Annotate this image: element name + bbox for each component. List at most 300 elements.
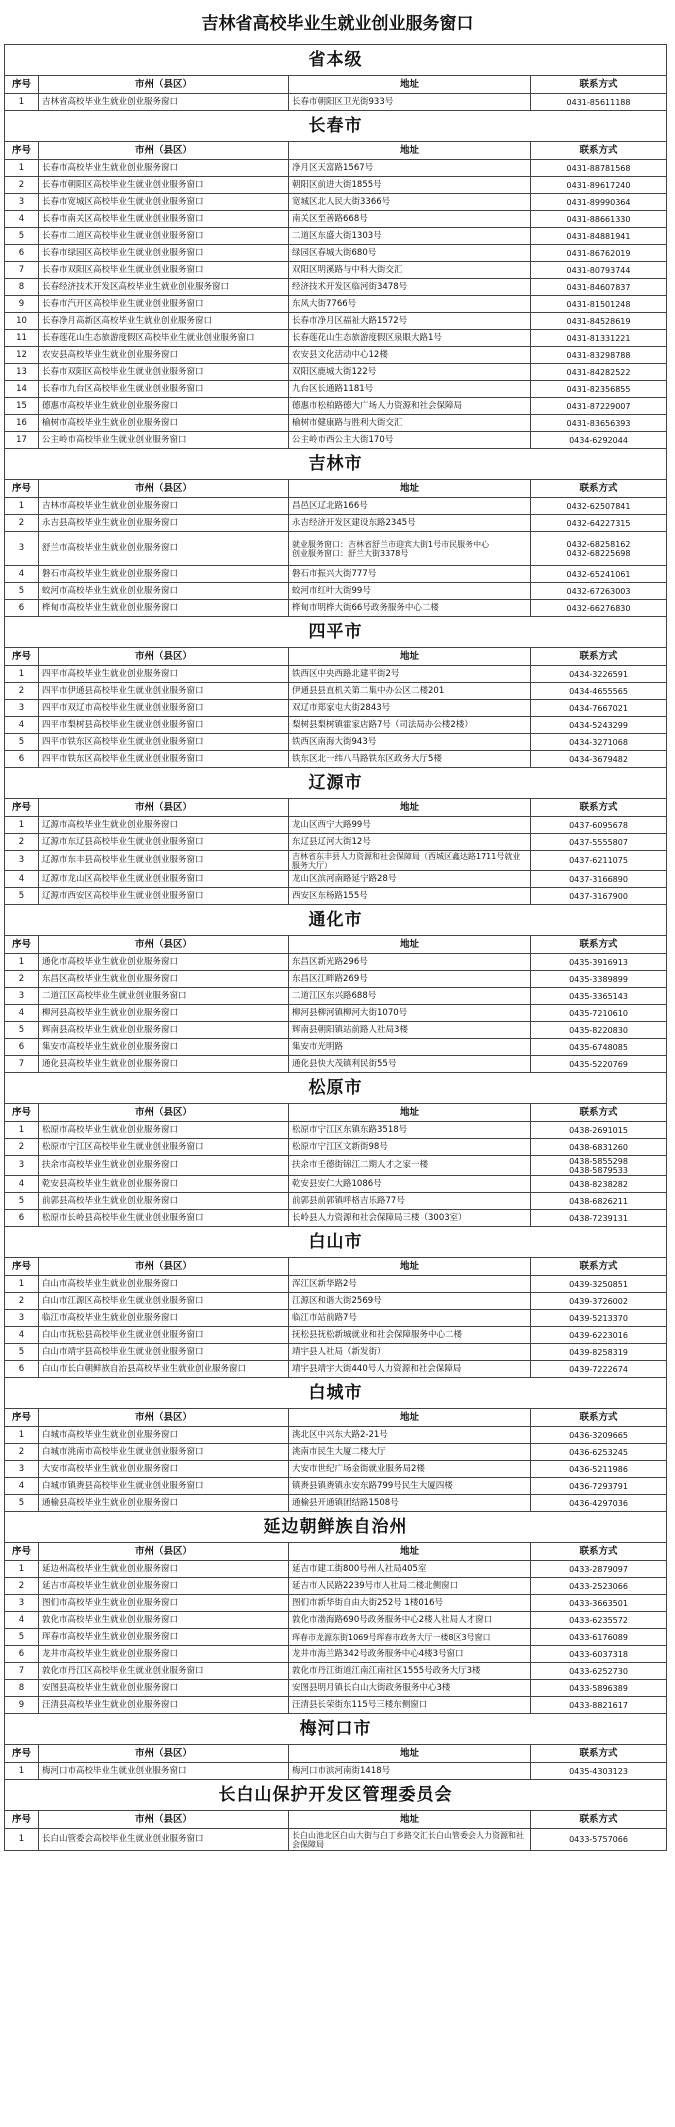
window-name: 大安市高校毕业生就业创业服务窗口 bbox=[39, 1461, 289, 1478]
row-number: 5 bbox=[5, 1193, 39, 1210]
column-header: 市州（县区） bbox=[39, 1811, 289, 1829]
address: 浑江区新华路2号 bbox=[289, 1276, 531, 1293]
window-name: 吉林市高校毕业生就业创业服务窗口 bbox=[39, 498, 289, 515]
column-header-row bbox=[5, 1258, 667, 1276]
address: 桦甸市明桦大街66号政务服务中心二楼 bbox=[289, 600, 531, 617]
section-title: 四平市 bbox=[5, 617, 667, 648]
column-header: 市州（县区） bbox=[39, 936, 289, 954]
table-row bbox=[5, 1444, 667, 1461]
row-number: 1 bbox=[5, 160, 39, 177]
table-row bbox=[5, 279, 667, 296]
table-row bbox=[5, 1293, 667, 1310]
row-number: 6 bbox=[5, 1646, 39, 1663]
row-number: 5 bbox=[5, 228, 39, 245]
address: 九台区长通路1181号 bbox=[289, 381, 531, 398]
contact-phone: 0439-7222674 bbox=[531, 1361, 667, 1378]
column-header: 联系方式 bbox=[531, 142, 667, 160]
address: 长春市净月区福祉大路1572号 bbox=[289, 313, 531, 330]
row-number: 1 bbox=[5, 1427, 39, 1444]
row-number: 4 bbox=[5, 1612, 39, 1629]
table-row bbox=[5, 498, 667, 515]
column-header: 序号 bbox=[5, 1104, 39, 1122]
column-header: 序号 bbox=[5, 1811, 39, 1829]
window-name: 安图县高校毕业生就业创业服务窗口 bbox=[39, 1680, 289, 1697]
section-title: 长春市 bbox=[5, 111, 667, 142]
table-row bbox=[5, 245, 667, 262]
row-number: 5 bbox=[5, 583, 39, 600]
table-row bbox=[5, 262, 667, 279]
address: 二道区东盛大街1303号 bbox=[289, 228, 531, 245]
column-header: 市州（县区） bbox=[39, 1104, 289, 1122]
contact-phone: 0438-5855298 0438-5879533 bbox=[531, 1156, 667, 1176]
table-row bbox=[5, 1276, 667, 1293]
window-name: 长春净月高新区高校毕业生就业创业服务窗口 bbox=[39, 313, 289, 330]
address: 龙山区滨河南路延宁路28号 bbox=[289, 871, 531, 888]
row-number: 7 bbox=[5, 1663, 39, 1680]
window-name: 通榆县高校毕业生就业创业服务窗口 bbox=[39, 1495, 289, 1512]
column-header: 市州（县区） bbox=[39, 480, 289, 498]
window-name: 辽源市西安区高校毕业生就业创业服务窗口 bbox=[39, 888, 289, 905]
window-name: 白山市高校毕业生就业创业服务窗口 bbox=[39, 1276, 289, 1293]
address: 双辽市郑家屯大街2843号 bbox=[289, 700, 531, 717]
address: 临江市站前路7号 bbox=[289, 1310, 531, 1327]
table-row bbox=[5, 1210, 667, 1227]
window-name: 永吉县高校毕业生就业创业服务窗口 bbox=[39, 515, 289, 532]
address: 双阳区明溪路与中科大街交汇 bbox=[289, 262, 531, 279]
row-number: 2 bbox=[5, 515, 39, 532]
column-header-row bbox=[5, 799, 667, 817]
window-name: 东昌区高校毕业生就业创业服务窗口 bbox=[39, 971, 289, 988]
table-row bbox=[5, 1427, 667, 1444]
column-header: 地址 bbox=[289, 1745, 531, 1763]
row-number: 1 bbox=[5, 954, 39, 971]
contact-phone: 0439-6223016 bbox=[531, 1327, 667, 1344]
column-header: 联系方式 bbox=[531, 799, 667, 817]
window-name: 龙井市高校毕业生就业创业服务窗口 bbox=[39, 1646, 289, 1663]
window-name: 二道江区高校毕业生就业创业服务窗口 bbox=[39, 988, 289, 1005]
column-header: 序号 bbox=[5, 1409, 39, 1427]
row-number: 3 bbox=[5, 1156, 39, 1176]
address: 前郭县前郭镇呼格吉乐路77号 bbox=[289, 1193, 531, 1210]
address: 延吉市建工街800号州人社局405室 bbox=[289, 1561, 531, 1578]
section-header-row bbox=[5, 1714, 667, 1745]
table-row bbox=[5, 381, 667, 398]
window-name: 长春市高校毕业生就业创业服务窗口 bbox=[39, 160, 289, 177]
contact-phone: 0431-84282522 bbox=[531, 364, 667, 381]
contact-phone: 0433-5757066 bbox=[531, 1829, 667, 1851]
table-row bbox=[5, 1310, 667, 1327]
address: 抚松县抚松新城就业和社会保障服务中心二楼 bbox=[289, 1327, 531, 1344]
window-name: 农安县高校毕业生就业创业服务窗口 bbox=[39, 347, 289, 364]
address: 洮南市民生大厦二楼大厅 bbox=[289, 1444, 531, 1461]
window-name: 长白山管委会高校毕业生就业创业服务窗口 bbox=[39, 1829, 289, 1851]
address: 朝阳区前进大街1855号 bbox=[289, 177, 531, 194]
table-row bbox=[5, 1005, 667, 1022]
document-title: 吉林省高校毕业生就业创业服务窗口 bbox=[201, 14, 474, 34]
address: 梅河口市滨河南街1418号 bbox=[289, 1763, 531, 1780]
column-header-row bbox=[5, 1543, 667, 1561]
section-title: 省本级 bbox=[5, 45, 667, 76]
contact-phone: 0434-4655565 bbox=[531, 683, 667, 700]
column-header: 地址 bbox=[289, 1258, 531, 1276]
column-header: 市州（县区） bbox=[39, 648, 289, 666]
contact-phone: 0431-82356855 bbox=[531, 381, 667, 398]
contact-phone: 0439-3250851 bbox=[531, 1276, 667, 1293]
contact-phone: 0431-84607837 bbox=[531, 279, 667, 296]
contact-phone: 0437-6211075 bbox=[531, 851, 667, 871]
address: 伊通县县直机关第二集中办公区二楼201 bbox=[289, 683, 531, 700]
contact-phone: 0431-86762019 bbox=[531, 245, 667, 262]
address: 绿园区春城大街680号 bbox=[289, 245, 531, 262]
table-row bbox=[5, 583, 667, 600]
row-number: 1 bbox=[5, 498, 39, 515]
window-name: 临江市高校毕业生就业创业服务窗口 bbox=[39, 1310, 289, 1327]
window-name: 白山市江源区高校毕业生就业创业服务窗口 bbox=[39, 1293, 289, 1310]
column-header: 联系方式 bbox=[531, 1811, 667, 1829]
row-number: 1 bbox=[5, 1763, 39, 1780]
row-number: 14 bbox=[5, 381, 39, 398]
window-name: 柳河县高校毕业生就业创业服务窗口 bbox=[39, 1005, 289, 1022]
table-row bbox=[5, 415, 667, 432]
contact-phone: 0432-65241061 bbox=[531, 566, 667, 583]
window-name: 白山市抚松县高校毕业生就业创业服务窗口 bbox=[39, 1327, 289, 1344]
column-header: 地址 bbox=[289, 1543, 531, 1561]
contact-phone: 0434-6292044 bbox=[531, 432, 667, 449]
column-header: 地址 bbox=[289, 1104, 531, 1122]
table-row bbox=[5, 1156, 667, 1176]
row-number: 16 bbox=[5, 415, 39, 432]
row-number: 2 bbox=[5, 1578, 39, 1595]
row-number: 1 bbox=[5, 666, 39, 683]
address: 龙山区西宁大路99号 bbox=[289, 817, 531, 834]
section-title: 长白山保护开发区管理委员会 bbox=[5, 1780, 667, 1811]
column-header: 地址 bbox=[289, 480, 531, 498]
row-number: 3 bbox=[5, 700, 39, 717]
row-number: 1 bbox=[5, 1122, 39, 1139]
address: 吉林省东丰县人力资源和社会保障局（西城区鑫达路1711号就业服务大厅） bbox=[289, 851, 531, 871]
window-name: 白山市长白朝鲜族自治县高校毕业生就业创业服务窗口 bbox=[39, 1361, 289, 1378]
row-number: 6 bbox=[5, 245, 39, 262]
window-name: 图们市高校毕业生就业创业服务窗口 bbox=[39, 1595, 289, 1612]
contact-phone: 0431-88661330 bbox=[531, 211, 667, 228]
row-number: 3 bbox=[5, 1461, 39, 1478]
address: 图们市新华街自由大街252号 1楼016号 bbox=[289, 1595, 531, 1612]
contact-phone: 0435-6748085 bbox=[531, 1039, 667, 1056]
address: 东辽县辽河大街12号 bbox=[289, 834, 531, 851]
table-row bbox=[5, 194, 667, 211]
table-row bbox=[5, 1176, 667, 1193]
contact-phone: 0438-6826211 bbox=[531, 1193, 667, 1210]
address: 通化县快大茂镇利民街55号 bbox=[289, 1056, 531, 1073]
section-title: 通化市 bbox=[5, 905, 667, 936]
contact-phone: 0433-2879097 bbox=[531, 1561, 667, 1578]
table-row bbox=[5, 1697, 667, 1714]
address: 松原市宁江区文新街98号 bbox=[289, 1139, 531, 1156]
table-row bbox=[5, 751, 667, 768]
column-header: 市州（县区） bbox=[39, 1745, 289, 1763]
address: 龙井市海兰路342号政务服务中心4楼3号窗口 bbox=[289, 1646, 531, 1663]
contact-phone: 0434-3271068 bbox=[531, 734, 667, 751]
window-name: 德惠市高校毕业生就业创业服务窗口 bbox=[39, 398, 289, 415]
contact-phone: 0436-5211986 bbox=[531, 1461, 667, 1478]
window-name: 长春市双阳区高校毕业生就业创业服务窗口 bbox=[39, 262, 289, 279]
row-number: 8 bbox=[5, 279, 39, 296]
row-number: 2 bbox=[5, 177, 39, 194]
row-number: 3 bbox=[5, 194, 39, 211]
address: 珲春市龙源东街1069号珲春市政务大厅一楼8区3号窗口 bbox=[289, 1629, 531, 1646]
row-number: 4 bbox=[5, 211, 39, 228]
column-header: 联系方式 bbox=[531, 480, 667, 498]
row-number: 3 bbox=[5, 988, 39, 1005]
contact-phone: 0431-84881941 bbox=[531, 228, 667, 245]
row-number: 6 bbox=[5, 751, 39, 768]
column-header-row bbox=[5, 76, 667, 94]
contact-phone: 0431-84528619 bbox=[531, 313, 667, 330]
window-name: 长春市南关区高校毕业生就业创业服务窗口 bbox=[39, 211, 289, 228]
window-name: 扶余市高校毕业生就业创业服务窗口 bbox=[39, 1156, 289, 1176]
window-name: 四平市梨树县高校毕业生就业创业服务窗口 bbox=[39, 717, 289, 734]
column-header: 市州（县区） bbox=[39, 76, 289, 94]
column-header: 联系方式 bbox=[531, 76, 667, 94]
table-row bbox=[5, 330, 667, 347]
address: 公主岭市西公主大街170号 bbox=[289, 432, 531, 449]
address: 永吉经济开发区建设东路2345号 bbox=[289, 515, 531, 532]
section-header-row bbox=[5, 111, 667, 142]
address: 昌邑区辽北路166号 bbox=[289, 498, 531, 515]
contact-phone: 0434-3226591 bbox=[531, 666, 667, 683]
section-title: 松原市 bbox=[5, 1073, 667, 1104]
row-number: 17 bbox=[5, 432, 39, 449]
table-row bbox=[5, 834, 667, 851]
window-name: 四平市高校毕业生就业创业服务窗口 bbox=[39, 666, 289, 683]
row-number: 11 bbox=[5, 330, 39, 347]
address: 敦化市丹江街道江南江南社区1555号政务大厅3楼 bbox=[289, 1663, 531, 1680]
column-header-row bbox=[5, 1409, 667, 1427]
window-name: 长春市朝阳区高校毕业生就业创业服务窗口 bbox=[39, 177, 289, 194]
column-header: 序号 bbox=[5, 936, 39, 954]
contact-phone: 0435-3389899 bbox=[531, 971, 667, 988]
window-name: 乾安县高校毕业生就业创业服务窗口 bbox=[39, 1176, 289, 1193]
contact-phone: 0438-2691015 bbox=[531, 1122, 667, 1139]
window-name: 蛟河市高校毕业生就业创业服务窗口 bbox=[39, 583, 289, 600]
contact-phone: 0437-3166890 bbox=[531, 871, 667, 888]
row-number: 7 bbox=[5, 262, 39, 279]
window-name: 白城市高校毕业生就业创业服务窗口 bbox=[39, 1427, 289, 1444]
address: 松原市宁江区东镇东路3518号 bbox=[289, 1122, 531, 1139]
contact-phone: 0433-6252730 bbox=[531, 1663, 667, 1680]
section-title: 白城市 bbox=[5, 1378, 667, 1409]
table-row bbox=[5, 1561, 667, 1578]
table-row bbox=[5, 683, 667, 700]
section-header-row bbox=[5, 1512, 667, 1543]
row-number: 4 bbox=[5, 1478, 39, 1495]
row-number: 4 bbox=[5, 871, 39, 888]
window-name: 辽源市龙山区高校毕业生就业创业服务窗口 bbox=[39, 871, 289, 888]
address: 东昌区新光路296号 bbox=[289, 954, 531, 971]
window-name: 珲春市高校毕业生就业创业服务窗口 bbox=[39, 1629, 289, 1646]
address: 就业服务窗口：吉林省舒兰市迎宾大街1号市民服务中心 创业服务窗口：舒兰大街3378号 bbox=[289, 532, 531, 566]
contact-phone: 0431-81331221 bbox=[531, 330, 667, 347]
window-name: 吉林省高校毕业生就业创业服务窗口 bbox=[39, 94, 289, 111]
window-name: 通化县高校毕业生就业创业服务窗口 bbox=[39, 1056, 289, 1073]
contact-phone: 0432-66276830 bbox=[531, 600, 667, 617]
row-number: 9 bbox=[5, 1697, 39, 1714]
section-header-row bbox=[5, 1780, 667, 1811]
table-row bbox=[5, 1663, 667, 1680]
address: 铁西区南海大街943号 bbox=[289, 734, 531, 751]
column-header: 序号 bbox=[5, 480, 39, 498]
row-number: 6 bbox=[5, 1210, 39, 1227]
table-row bbox=[5, 1344, 667, 1361]
table-row bbox=[5, 666, 667, 683]
service-window-table bbox=[4, 44, 667, 1851]
address: 镇赉县镇赉镇永安东路799号民生大厦四楼 bbox=[289, 1478, 531, 1495]
row-number: 5 bbox=[5, 734, 39, 751]
window-name: 长春莲花山生态旅游度假区高校毕业生就业创业服务窗口 bbox=[39, 330, 289, 347]
contact-phone: 0433-6235572 bbox=[531, 1612, 667, 1629]
table-row bbox=[5, 954, 667, 971]
row-number: 2 bbox=[5, 1293, 39, 1310]
contact-phone: 0431-87229007 bbox=[531, 398, 667, 415]
window-name: 长春市二道区高校毕业生就业创业服务窗口 bbox=[39, 228, 289, 245]
row-number: 4 bbox=[5, 566, 39, 583]
table-row bbox=[5, 1478, 667, 1495]
row-number: 5 bbox=[5, 888, 39, 905]
window-name: 长春市双阳区高校毕业生就业创业服务窗口 bbox=[39, 364, 289, 381]
row-number: 6 bbox=[5, 1361, 39, 1378]
address: 铁西区中央西路北建平街2号 bbox=[289, 666, 531, 683]
row-number: 12 bbox=[5, 347, 39, 364]
window-name: 敦化市高校毕业生就业创业服务窗口 bbox=[39, 1612, 289, 1629]
row-number: 6 bbox=[5, 600, 39, 617]
section-title: 辽源市 bbox=[5, 768, 667, 799]
table-row bbox=[5, 1680, 667, 1697]
contact-phone: 0433-3663501 bbox=[531, 1595, 667, 1612]
address: 长春莲花山生态旅游度假区泉眼大路1号 bbox=[289, 330, 531, 347]
column-header: 序号 bbox=[5, 1543, 39, 1561]
section-header-row bbox=[5, 45, 667, 76]
contact-phone: 0436-4297036 bbox=[531, 1495, 667, 1512]
contact-phone: 0439-8258319 bbox=[531, 1344, 667, 1361]
row-number: 13 bbox=[5, 364, 39, 381]
contact-phone: 0436-3209665 bbox=[531, 1427, 667, 1444]
contact-phone: 0434-7667021 bbox=[531, 700, 667, 717]
contact-phone: 0434-5243299 bbox=[531, 717, 667, 734]
window-name: 榆树市高校毕业生就业创业服务窗口 bbox=[39, 415, 289, 432]
column-header: 市州（县区） bbox=[39, 799, 289, 817]
row-number: 9 bbox=[5, 296, 39, 313]
window-name: 四平市伊通县高校毕业生就业创业服务窗口 bbox=[39, 683, 289, 700]
address: 东风大街7766号 bbox=[289, 296, 531, 313]
table-row bbox=[5, 717, 667, 734]
address: 靖宇县人社局（新发街） bbox=[289, 1344, 531, 1361]
window-name: 白城市洮南市高校毕业生就业创业服务窗口 bbox=[39, 1444, 289, 1461]
column-header-row bbox=[5, 1745, 667, 1763]
table-row bbox=[5, 1829, 667, 1851]
column-header: 序号 bbox=[5, 1258, 39, 1276]
table-row bbox=[5, 600, 667, 617]
address: 集安市光明路 bbox=[289, 1039, 531, 1056]
table-row bbox=[5, 988, 667, 1005]
contact-phone: 0433-6037318 bbox=[531, 1646, 667, 1663]
column-header: 联系方式 bbox=[531, 1543, 667, 1561]
section-title: 白山市 bbox=[5, 1227, 667, 1258]
table-row bbox=[5, 1193, 667, 1210]
address: 长春市朝阳区卫光街933号 bbox=[289, 94, 531, 111]
contact-phone: 0435-3916913 bbox=[531, 954, 667, 971]
address: 汪清县长荣街东115号三楼东侧窗口 bbox=[289, 1697, 531, 1714]
table-row bbox=[5, 1039, 667, 1056]
column-header: 联系方式 bbox=[531, 1745, 667, 1763]
column-header-row bbox=[5, 1811, 667, 1829]
address: 通榆县开通镇团结路1508号 bbox=[289, 1495, 531, 1512]
section-header-row bbox=[5, 1073, 667, 1104]
window-name: 四平市双辽市高校毕业生就业创业服务窗口 bbox=[39, 700, 289, 717]
section-header-row bbox=[5, 1378, 667, 1409]
address: 南关区至善路668号 bbox=[289, 211, 531, 228]
table-row bbox=[5, 177, 667, 194]
contact-phone: 0433-6176089 bbox=[531, 1629, 667, 1646]
column-header: 联系方式 bbox=[531, 1104, 667, 1122]
window-name: 松原市宁江区高校毕业生就业创业服务窗口 bbox=[39, 1139, 289, 1156]
row-number: 5 bbox=[5, 1629, 39, 1646]
row-number: 5 bbox=[5, 1022, 39, 1039]
contact-phone: 0431-88781568 bbox=[531, 160, 667, 177]
table-row bbox=[5, 1056, 667, 1073]
column-header-row bbox=[5, 142, 667, 160]
table-row bbox=[5, 1461, 667, 1478]
row-number: 10 bbox=[5, 313, 39, 330]
address: 经济技术开发区临河街3478号 bbox=[289, 279, 531, 296]
column-header: 地址 bbox=[289, 936, 531, 954]
window-name: 延吉市高校毕业生就业创业服务窗口 bbox=[39, 1578, 289, 1595]
address: 梨树县梨树镇霍家店路7号（司法局办公楼2楼） bbox=[289, 717, 531, 734]
window-name: 长春市宽城区高校毕业生就业创业服务窗口 bbox=[39, 194, 289, 211]
window-name: 四平市铁东区高校毕业生就业创业服务窗口 bbox=[39, 734, 289, 751]
contact-phone: 0437-5555807 bbox=[531, 834, 667, 851]
window-name: 长春市汽开区高校毕业生就业创业服务窗口 bbox=[39, 296, 289, 313]
column-header: 联系方式 bbox=[531, 936, 667, 954]
column-header: 市州（县区） bbox=[39, 1409, 289, 1427]
contact-phone: 0439-5213370 bbox=[531, 1310, 667, 1327]
section-title: 梅河口市 bbox=[5, 1714, 667, 1745]
table-row bbox=[5, 532, 667, 566]
table-row bbox=[5, 1763, 667, 1780]
window-name: 汪清县高校毕业生就业创业服务窗口 bbox=[39, 1697, 289, 1714]
address: 二道江区东兴路688号 bbox=[289, 988, 531, 1005]
contact-phone: 0431-89617240 bbox=[531, 177, 667, 194]
column-header: 地址 bbox=[289, 1811, 531, 1829]
address: 敦化市渤海路690号政务服务中心2楼人社局人才窗口 bbox=[289, 1612, 531, 1629]
window-name: 松原市高校毕业生就业创业服务窗口 bbox=[39, 1122, 289, 1139]
contact-phone: 0437-3167900 bbox=[531, 888, 667, 905]
table-row bbox=[5, 1495, 667, 1512]
address: 德惠市松柏路德大广场人力资源和社会保障局 bbox=[289, 398, 531, 415]
row-number: 1 bbox=[5, 1276, 39, 1293]
address: 双阳区鹿城大街122号 bbox=[289, 364, 531, 381]
row-number: 2 bbox=[5, 971, 39, 988]
address: 西安区东杨路155号 bbox=[289, 888, 531, 905]
row-number: 1 bbox=[5, 1829, 39, 1851]
contact-phone: 0433-2523066 bbox=[531, 1578, 667, 1595]
table-row bbox=[5, 211, 667, 228]
row-number: 3 bbox=[5, 1310, 39, 1327]
row-number: 15 bbox=[5, 398, 39, 415]
contact-phone: 0432-64227315 bbox=[531, 515, 667, 532]
address: 宽城区北人民大街3366号 bbox=[289, 194, 531, 211]
contact-phone: 0435-5220769 bbox=[531, 1056, 667, 1073]
row-number: 2 bbox=[5, 683, 39, 700]
